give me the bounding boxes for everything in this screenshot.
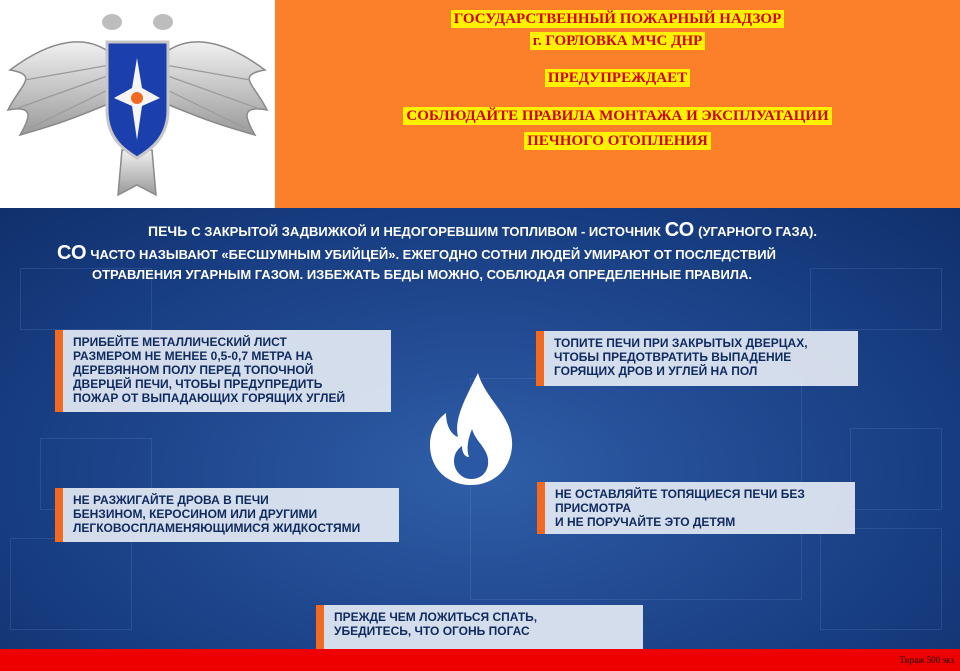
intro-tail1: (УГАРНОГО ГАЗА).	[698, 224, 817, 239]
tip-before-sleep	[316, 605, 643, 649]
header-warns: ПРЕДУПРЕЖДАЕТ	[545, 69, 690, 87]
infographic	[0, 208, 960, 649]
tip-line: РАЗМЕРОМ НЕ МЕНЕЕ 0,5-0,7 МЕТРА НА	[73, 349, 313, 363]
tip-line: ЛЕГКОВОСПЛАМЕНЯЮЩИМИСЯ ЖИДКОСТЯМИ	[73, 521, 361, 535]
header-rule-line2: ПЕЧНОГО ОТОПЛЕНИЯ	[524, 132, 711, 150]
tip-line: БЕНЗИНОМ, КЕРОСИНОМ ИЛИ ДРУГИМИ	[73, 507, 318, 521]
footer-bar	[0, 649, 960, 671]
intro-word-stove: ПЕЧЬ	[148, 223, 188, 239]
tip-line: ДЕРЕВЯННОМ ПОЛУ ПЕРЕД ТОПОЧНОЙ	[73, 363, 314, 377]
tip-line: ДВЕРЦЕЙ ПЕЧИ, ЧТОБЫ ПРЕДУПРЕДИТЬ	[73, 377, 323, 391]
flame-icon	[426, 371, 516, 486]
tip-closed-doors	[536, 331, 858, 386]
tip-line: НЕ ОСТАВЛЯЙТЕ ТОПЯЩИЕСЯ ПЕЧИ БЕЗ	[555, 487, 805, 501]
tip-line: ПРИСМОТРА	[555, 501, 632, 515]
intro-text2: ЧАСТО НАЗЫВАЮТ «БЕСШУМНЫМ УБИЙЦЕЙ». ЕЖЕГОДНО СОТНИ ЛЮДЕЙ УМИРАЮТ ОТ ПОСЛЕДСТВИЙ	[90, 247, 776, 262]
tip-line: И НЕ ПОРУЧАЙТЕ ЭТО ДЕТЯМ	[555, 515, 736, 529]
tip-line: ЧТОБЫ ПРЕДОТВРАТИТЬ ВЫПАДЕНИЕ	[554, 350, 792, 364]
header	[275, 0, 960, 208]
intro-line3: ОТРАВЛЕНИЯ УГАРНЫМ ГАЗОМ. ИЗБЕЖАТЬ БЕДЫ МОЖНО, СОБЛЮДАЯ ОПРЕДЕЛЕННЫЕ ПРАВИЛА.	[92, 267, 753, 282]
tip-line: ТОПИТЕ ПЕЧИ ПРИ ЗАКРЫТЫХ ДВЕРЦАХ,	[554, 336, 808, 350]
tip-metal-sheet	[55, 330, 391, 412]
tip-line: ГОРЯЩИХ ДРОВ И УГЛЕЙ НА ПОЛ	[554, 364, 758, 378]
logo-panel	[0, 0, 275, 208]
intro-co1: СО	[664, 219, 695, 241]
header-subtitle: г. ГОРЛОВКА МЧС ДНР	[530, 32, 706, 50]
tip-line: УБЕДИТЕСЬ, ЧТО ОГОНЬ ПОГАС	[334, 624, 530, 638]
tip-line: НЕ РАЗЖИГАЙТЕ ДРОВА В ПЕЧИ	[73, 493, 269, 507]
tip-line: ПРЕЖДЕ ЧЕМ ЛОЖИТЬСЯ СПАТЬ,	[334, 610, 538, 624]
tip-no-unattended	[537, 482, 855, 534]
header-rule-line1: СОБЛЮДАЙТЕ ПРАВИЛА МОНТАЖА И ЭКСПЛУАТАЦИИ	[403, 107, 831, 125]
intro-co2: СО	[57, 242, 87, 264]
mchs-eagle-emblem-icon	[0, 0, 275, 208]
header-title: ГОСУДАРСТВЕННЫЙ ПОЖАРНЫЙ НАДЗОР	[451, 10, 785, 28]
intro-text1: С ЗАКРЫТОЙ ЗАДВИЖКОЙ И НЕДОГОРЕВШИМ ТОПЛИВОМ - ИСТОЧНИК	[191, 224, 661, 239]
tip-line: ПОЖАР ОТ ВЫПАДАЮЩИХ ГОРЯЩИХ УГЛЕЙ	[73, 391, 346, 405]
print-run: Тираж 500 экз	[899, 655, 954, 665]
intro-line1	[0, 221, 960, 241]
tip-no-flammables	[55, 488, 399, 542]
intro-line2	[0, 244, 960, 264]
tip-line: ПРИБЕЙТЕ МЕТАЛЛИЧЕСКИЙ ЛИСТ	[73, 335, 287, 349]
